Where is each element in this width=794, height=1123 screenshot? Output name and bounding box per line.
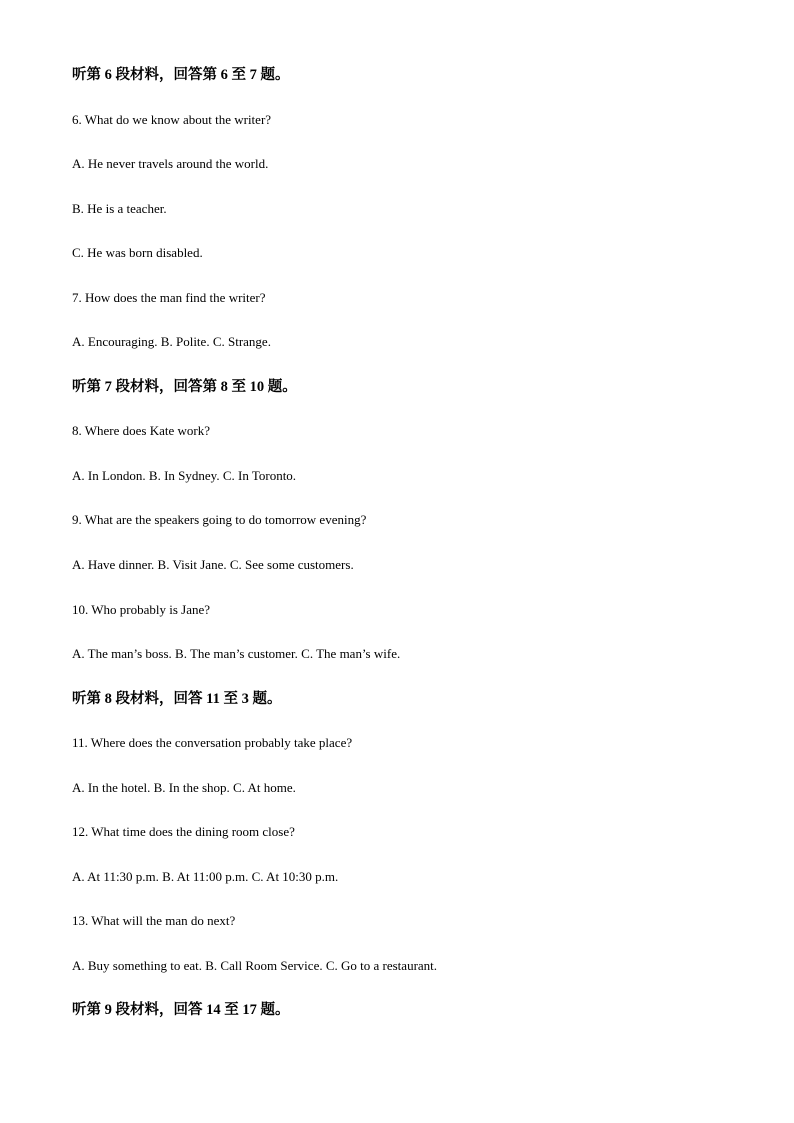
question-12: 12. What time does the dining room close? xyxy=(72,824,295,840)
question-8: 8. Where does Kate work? xyxy=(72,423,211,439)
question-11: 11. Where does the conversation probably take place? xyxy=(72,735,353,751)
question-9: 9. What are the speakers going to do tomorrow evening? xyxy=(72,512,367,528)
options-10: A. The man’s boss. B. The man’s customer. C. The man’s wife. xyxy=(72,646,401,662)
section-heading-3: 听第 8 段材料，回答 11 至 3 题。 xyxy=(72,690,282,707)
options-12: A. At 11:30 p.m. B. At 11:00 p.m. C. At 10:30 p.m. xyxy=(72,868,339,884)
options-8: A. In London. B. In Sydney. C. In Toronto. xyxy=(72,467,297,483)
option-6a: A. He never travels around the world. xyxy=(72,156,269,172)
options-11: A. In the hotel. B. In the shop. C. At home. xyxy=(72,779,296,795)
question-6: 6. What do we know about the writer? xyxy=(72,111,272,127)
section-heading-1: 听第 6 段材料，回答第 6 至 7 题。 xyxy=(72,67,290,83)
question-13: 13. What will the man do next? xyxy=(72,913,236,929)
option-6b: B. He is a teacher. xyxy=(72,200,167,216)
section-heading-4: 听第 9 段材料，回答 14 至 17 题。 xyxy=(72,1002,290,1019)
options-13: A. Buy something to eat. B. Call Room Service. C. Go to a restaurant. xyxy=(72,957,438,973)
question-10: 10. Who probably is Jane? xyxy=(72,601,211,617)
option-6c: C. He was born disabled. xyxy=(72,245,203,261)
question-7: 7. How does the man find the writer? xyxy=(72,289,266,305)
options-7: A. Encouraging. B. Polite. C. Strange. xyxy=(72,334,271,350)
document-page xyxy=(72,62,732,1042)
section-heading-2: 听第 7 段材料，回答第 8 至 10 题。 xyxy=(72,378,297,395)
options-9: A. Have dinner. B. Visit Jane. C. See some customers. xyxy=(72,557,354,573)
